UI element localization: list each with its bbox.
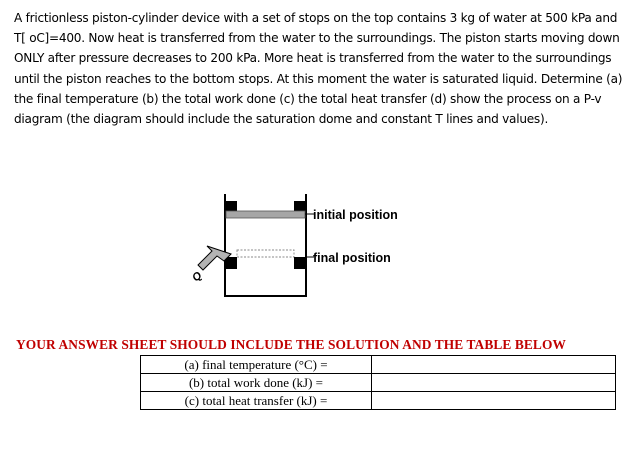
piston-initial [226, 211, 305, 218]
piston-cylinder-diagram [190, 182, 430, 302]
problem-statement: A frictionless piston-cylinder device with a set of stops on the top contains 3 kg of water at 500 kPa and T[ oC]=400. Now heat is transferred from the water to the surroundings. The piston starts moving down ONLY after pressure decreases to 200 kPa. More heat is transferred from the water to the surroundings until the piston reaches to the bottom stops. At this moment the water is saturated liquid. Determine (a) the final temperature (b) the total work done (c) the total heat transfer (d) show the process on a P-v diagram (the diagram should include the saturation dome and constant T lines and values). [14, 11, 623, 127]
final-position-label: final position [313, 251, 391, 265]
bottom-stop-right [294, 257, 305, 269]
total-heat-value[interactable] [372, 392, 616, 410]
total-heat-label: (c) total heat transfer (kJ) = [141, 392, 372, 410]
initial-position-label: initial position [313, 208, 398, 222]
cylinder-wall [225, 194, 306, 296]
total-work-label: (b) total work done (kJ) = [141, 374, 372, 392]
answer-table [140, 355, 616, 410]
total-work-value[interactable] [372, 374, 616, 392]
answer-sheet-heading: YOUR ANSWER SHEET SHOULD INCLUDE THE SOLUTION AND THE TABLE BELOW [16, 337, 566, 352]
piston-cylinder-figure [190, 182, 430, 302]
table-row [141, 374, 616, 392]
table-row [141, 356, 616, 374]
table-row [141, 392, 616, 410]
piston-final [237, 250, 294, 257]
bottom-stop-left [226, 257, 237, 269]
heat-symbol: Q [190, 269, 205, 285]
final-temperature-label: (a) final temperature (°C) = [141, 356, 372, 374]
final-temperature-value[interactable] [372, 356, 616, 374]
